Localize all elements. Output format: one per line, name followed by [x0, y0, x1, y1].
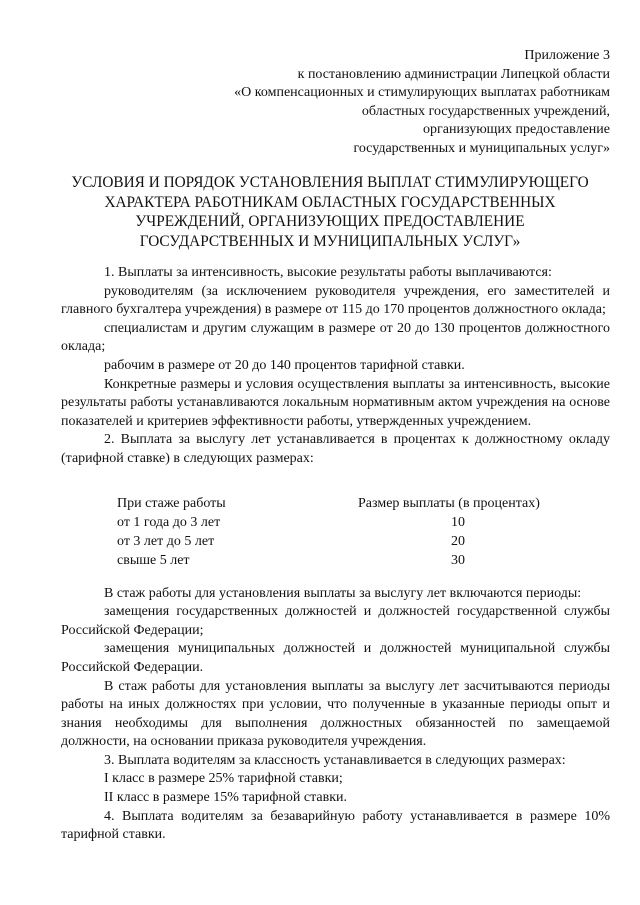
table-row	[61, 552, 610, 571]
paragraph: специалистам и другим служащим в размере от 20 до 130 процентов должностного оклада;	[61, 320, 610, 355]
table-cell: от 1 года до 3 лет	[117, 514, 221, 530]
document-body	[61, 264, 610, 845]
paragraph: рабочим в размере от 20 до 140 процентов тарифной ставки.	[104, 357, 465, 373]
header-line: организующих предоставление	[423, 122, 610, 138]
paragraph: руководителям (за исключением руководителя учреждения, его заместителей и главного бухгалтера учреждения) в размере от 115 до 170 процентов должностного оклада;	[61, 283, 610, 318]
title-line: УСЛОВИЯ И ПОРЯДОК УСТАНОВЛЕНИЯ ВЫПЛАТ СТИМУЛИРУЮЩЕГО	[71, 174, 589, 191]
paragraph: 2. Выплата за выслугу лет устанавливается в процентах к должностному окладу (тарифной ставке) в следующих размерах:	[61, 432, 610, 466]
appendix-header	[180, 47, 610, 159]
table-cell: 20	[451, 533, 465, 549]
paragraph: 4. Выплата водителям за безаварийную работу устанавливается в размере 10% тарифной ставки.	[61, 808, 610, 843]
header-line: Приложение 3	[524, 48, 610, 63]
table-cell: свыше 5 лет	[117, 552, 190, 568]
table-cell: 10	[451, 514, 465, 530]
paragraph: В стаж работы для установления выплаты за выслугу лет включаются периоды:	[104, 585, 582, 601]
header-line: областных государственных учреждений,	[361, 103, 610, 119]
table-cell: 30	[451, 552, 465, 568]
table-cell: от 3 лет до 5 лет	[117, 533, 215, 549]
header-line: государственных и муниципальных услуг»	[353, 140, 610, 156]
header-line: к постановлению администрации Липецкой области	[297, 66, 610, 82]
paragraph: II класс в размере 15% тарифной ставки.	[104, 790, 348, 806]
table-row	[61, 514, 610, 533]
paragraph: Конкретные размеры и условия осуществления выплаты за интенсивность, высокие результаты работы устанавливаются локальным нормативным актом учреждения на основе показателей и критериев эффективности работы, утвержденных учреждением.	[61, 376, 610, 429]
document-title	[55, 173, 605, 251]
table-header-cell: При стаже работы	[117, 495, 226, 511]
title-line: УЧРЕЖДЕНИЙ, ОРГАНИЗУЮЩИХ ПРЕДОСТАВЛЕНИЕ	[135, 213, 525, 230]
table-row	[61, 533, 610, 552]
paragraph: I класс в размере 25% тарифной ставки;	[104, 771, 343, 787]
paragraph: В стаж работы для установления выплаты за выслугу лет засчитываются периоды работы на иных должностях при условии, что полученные в указанные периоды опыт и знания необходимы для выполнения должностных обязанностей по замещаемой должности, на основании приказа руководителя учреждения.	[61, 678, 610, 750]
seniority-table	[61, 495, 610, 570]
paragraph: замещения муниципальных должностей и должностей муниципальной службы Российской Федерации.	[61, 641, 610, 675]
title-line: ГОСУДАРСТВЕННЫХ И МУНИЦИПАЛЬНЫХ УСЛУГ»	[139, 232, 521, 250]
paragraph: 3. Выплата водителям за классность устанавливается в следующих размерах:	[104, 752, 566, 768]
header-line: «О компенсационных и стимулирующих выплатах работникам	[234, 85, 610, 101]
paragraph: замещения государственных должностей и должностей государственной службы Российской Федерации;	[61, 604, 610, 638]
paragraph: 1. Выплаты за интенсивность, высокие результаты работы выплачиваются:	[104, 265, 552, 280]
table-header-cell: Размер выплаты (в процентах)	[358, 495, 540, 511]
title-line: ХАРАКТЕРА РАБОТНИКАМ ОБЛАСТНЫХ ГОСУДАРСТВЕННЫХ	[104, 193, 556, 211]
table-header-row	[61, 495, 610, 514]
